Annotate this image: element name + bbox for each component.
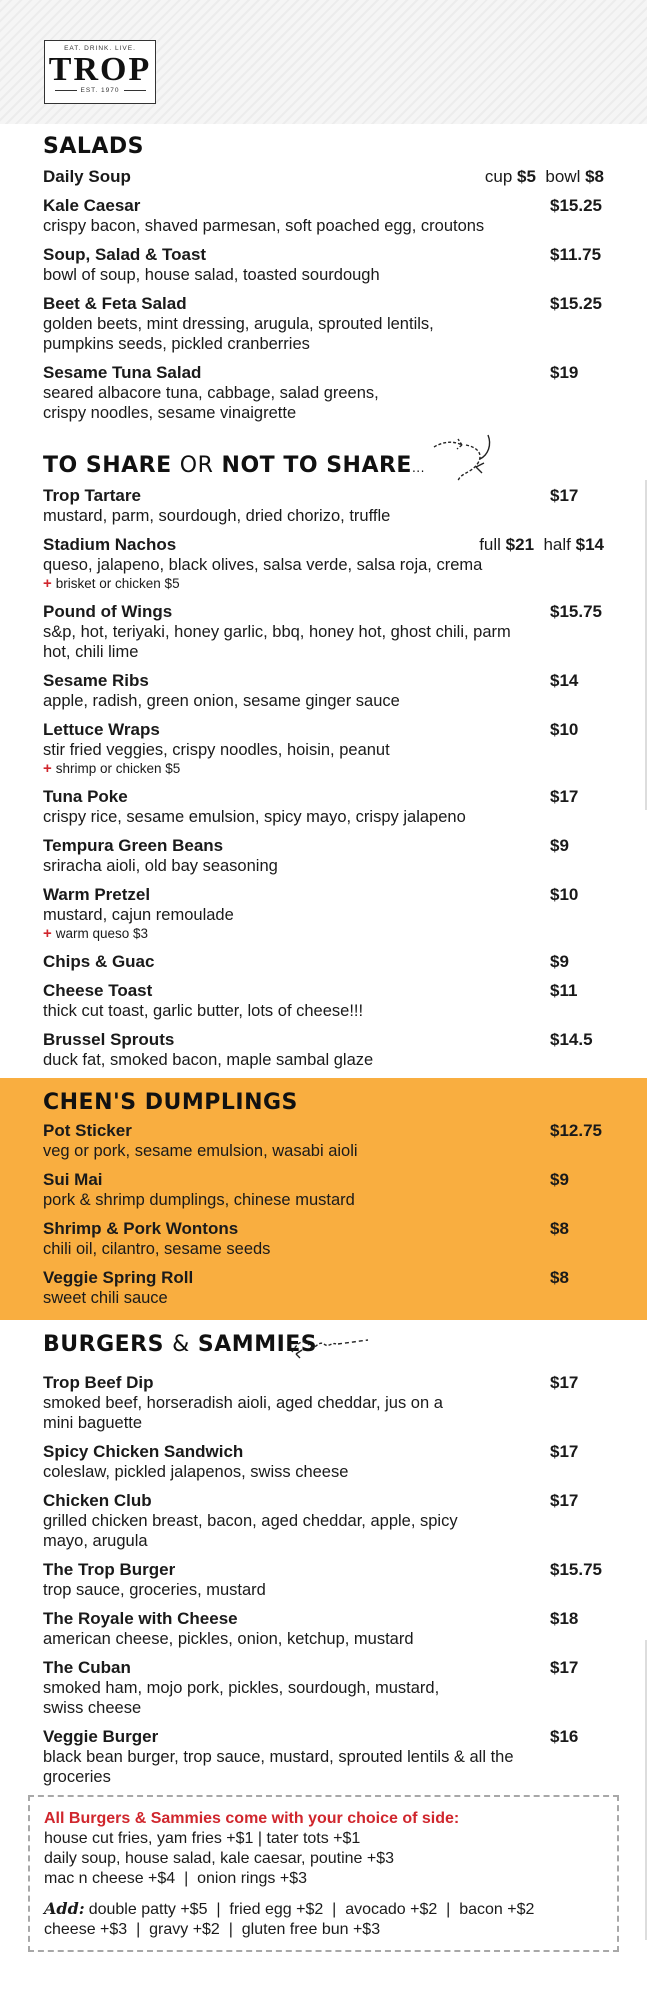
item-price: $14.5 [550,1030,593,1049]
menu-item [43,293,604,354]
item-price: $10 [550,720,579,739]
item-description: pork & shrimp dumplings, chinese mustard [43,1191,355,1209]
item-name: Trop Tartare [43,486,141,505]
menu-item [43,166,604,187]
menu-item [43,1608,604,1649]
item-price: $17 [550,1373,579,1392]
item-price: $11 [550,981,578,1000]
item-price: $10 [550,885,579,904]
item-description: crispy rice, sesame emulsion, spicy mayo, crispy jalapeno [43,808,466,826]
sides-line: house cut fries, yam fries +$1 | tater tots +$1 [44,1830,361,1847]
item-name: The Cuban [43,1658,131,1677]
addons-line: double patty +$5 | fried egg +$2 | avocado +$2 | bacon +$2 [88,1901,535,1918]
item-description: apple, radish, green onion, sesame ginger sauce [43,692,400,710]
item-description: bowl of soup, house salad, toasted sourdough [43,266,380,284]
dumplings-title: CHEN'S DUMPLINGS [43,1090,298,1115]
item-price: full $21 half $14 [479,535,604,554]
item-price: $15.75 [550,602,602,621]
menu-item [43,1441,604,1482]
item-price: $17 [550,1491,579,1510]
menu-item [43,534,604,593]
item-name: The Trop Burger [43,1560,176,1579]
item-price: $17 [550,486,579,505]
menu-item [43,1372,604,1433]
menu-item [43,1169,604,1210]
menu-item [43,951,604,972]
menu-item [43,1029,604,1070]
item-price: $15.25 [550,294,602,313]
menu-item [43,1218,604,1259]
item-price: $9 [550,836,569,855]
item-name: Pot Sticker [43,1121,132,1140]
item-name: Tempura Green Beans [43,836,224,855]
menu-item [43,884,604,943]
item-name: Lettuce Wraps [43,720,160,739]
item-description: chili oil, cilantro, sesame seeds [43,1240,271,1258]
trop-logo [44,40,156,104]
item-description: grilled chicken breast, bacon, aged cheddar, apple, spicy mayo, arugula [43,1512,458,1550]
sides-line: daily soup, house salad, kale caesar, poutine +$3 [44,1850,395,1867]
dumplings-section [0,1078,647,1320]
menu-item [43,1559,604,1600]
menu-item [43,1267,604,1308]
item-name: Veggie Spring Roll [43,1268,194,1287]
item-price: $18 [550,1609,579,1628]
item-name: Sesame Tuna Salad [43,363,202,382]
item-price: $17 [550,1658,579,1677]
addons-block [44,1899,603,1940]
item-description: veg or pork, sesame emulsion, wasabi aioli [43,1142,358,1160]
item-name: Cheese Toast [43,981,153,1000]
item-price: $17 [550,787,579,806]
add-label: Add: [44,1899,85,1918]
item-name: Warm Pretzel [43,885,151,904]
item-name: Kale Caesar [43,196,141,215]
item-description: seared albacore tuna, cabbage, salad greens, crispy noodles, sesame vinaigrette [43,384,379,422]
item-price: $11.75 [550,245,602,264]
item-name: Tuna Poke [43,787,128,806]
logo-established: EST. 1970 [45,87,155,94]
salads-section [0,124,647,423]
salads-title: SALADS [43,134,145,159]
menu-item [43,980,604,1021]
item-description: smoked ham, mojo pork, pickles, sourdough, mustard, swiss cheese [43,1679,440,1717]
item-description: smoked beef, horseradish aioli, aged cheddar, jus on a mini baguette [43,1394,443,1432]
item-description: golden beets, mint dressing, arugula, sprouted lentils, pumpkins seeds, pickled cranberries [43,315,434,353]
item-description: mustard, parm, sourdough, dried chorizo, truffle [43,507,391,525]
item-price: $12.75 [550,1121,602,1140]
sides-line: mac n cheese +$4 | onion rings +$3 [44,1870,307,1887]
item-name: Veggie Burger [43,1727,159,1746]
item-description: thick cut toast, garlic butter, lots of cheese!!! [43,1002,364,1020]
item-price: $16 [550,1727,579,1746]
item-name: Soup, Salad & Toast [43,245,207,264]
item-addon: + warm queso $3 [43,925,149,942]
menu-item [43,601,604,662]
item-description: queso, jalapeno, black olives, salsa verde, salsa roja, crema [43,556,483,574]
logo-wordmark: TROP [45,53,155,87]
item-name: Chips & Guac [43,952,155,971]
item-description: coleslaw, pickled jalapenos, swiss cheese [43,1463,349,1481]
item-price: $8 [550,1219,569,1238]
item-description: black bean burger, trop sauce, mustard, sprouted lentils & all the groceries [43,1748,514,1786]
item-description: crispy bacon, shaved parmesan, soft poached egg, croutons [43,217,485,235]
plus-icon: + [43,760,52,777]
burgers-title: BURGERS & SAMMIES [43,1332,318,1357]
item-addon: + shrimp or chicken $5 [43,760,181,777]
item-name: Spicy Chicken Sandwich [43,1442,244,1461]
item-description: american cheese, pickles, onion, ketchup, mustard [43,1630,414,1648]
menu-item [43,719,604,778]
menu-item [43,670,604,711]
menu-item [43,362,604,423]
item-description: sriracha aioli, old bay seasoning [43,857,278,875]
item-price: cup $5 bowl $8 [484,167,604,186]
item-name: The Royale with Cheese [43,1609,238,1628]
item-price: $8 [550,1268,569,1287]
item-name: Beet & Feta Salad [43,294,187,313]
menu-item [43,835,604,876]
menu-item [43,195,604,236]
item-name: Trop Beef Dip [43,1373,154,1392]
item-price: $14 [550,671,579,690]
item-name: Pound of Wings [43,602,173,621]
menu-item [43,485,604,526]
item-price: $15.25 [550,196,602,215]
plus-icon: + [43,575,52,592]
item-name: Chicken Club [43,1491,152,1510]
menu-item [43,786,604,827]
plus-icon: + [43,925,52,942]
burgers-section [0,1320,647,1787]
logo-tagline: EAT. DRINK. LIVE. [64,45,136,52]
item-price: $9 [550,952,569,971]
arrow-scribble-icon [432,433,502,489]
share-section [0,431,647,1070]
menu-item [43,1726,604,1787]
item-description: sweet chili sauce [43,1289,168,1307]
item-addon: + brisket or chicken $5 [43,575,180,592]
item-description: trop sauce, groceries, mustard [43,1581,266,1599]
item-price: $9 [550,1170,569,1189]
item-name: Stadium Nachos [43,535,177,554]
item-name: Sesame Ribs [43,671,149,690]
addons-line: cheese +$3 | gravy +$2 | gluten free bun +$3 [44,1921,381,1938]
item-name: Sui Mai [43,1170,103,1189]
item-price: $17 [550,1442,579,1461]
item-price: $19 [550,363,579,382]
sides-info-box [28,1795,619,1952]
menu-item [43,1657,604,1718]
item-price: $15.75 [550,1560,602,1579]
item-description: duck fat, smoked bacon, maple sambal glaze [43,1051,374,1069]
item-description: stir fried veggies, crispy noodles, hoisin, peanut [43,741,390,759]
item-description: mustard, cajun remoulade [43,906,234,924]
header-banner [0,0,647,124]
menu-item [43,244,604,285]
item-description: s&p, hot, teriyaki, honey garlic, bbq, honey hot, ghost chili, parm hot, chili lime [43,623,511,661]
share-title: TO SHARE OR NOT TO SHARE... [43,453,425,478]
sides-heading: All Burgers & Sammies come with your choice of side: [44,1810,460,1827]
item-name: Brussel Sprouts [43,1030,175,1049]
item-name: Daily Soup [43,167,131,186]
menu-item [43,1490,604,1551]
squiggle-scribble-icon [290,1334,370,1360]
menu-item [43,1120,604,1161]
item-name: Shrimp & Pork Wontons [43,1219,239,1238]
